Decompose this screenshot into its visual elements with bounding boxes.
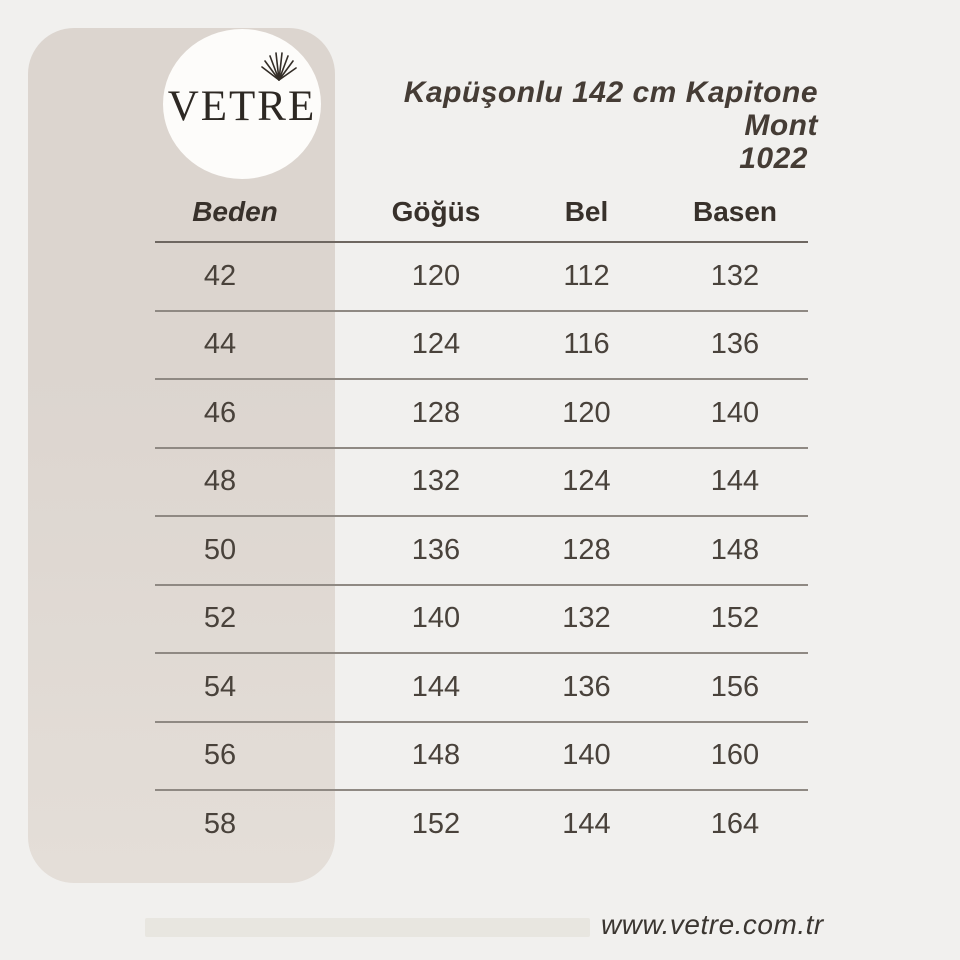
table-cell: 120	[562, 396, 611, 429]
table-cell: 54	[203, 670, 237, 703]
size-chart-table	[155, 182, 808, 859]
table-cell: 156	[710, 670, 760, 703]
table-cell: 116	[563, 328, 610, 361]
footer-divider-bar	[145, 918, 590, 937]
table-row	[155, 379, 808, 448]
table-cell: 140	[411, 602, 461, 635]
table-cell: 58	[203, 808, 237, 841]
product-code: 1022	[739, 142, 808, 175]
table-cell: 120	[411, 259, 461, 292]
table-cell: 132	[562, 602, 611, 635]
table-cell: 128	[562, 533, 611, 566]
table-cell: 152	[411, 808, 461, 841]
table-cell: 48	[203, 465, 237, 498]
table-row	[155, 585, 808, 654]
table-row	[155, 653, 808, 722]
table-cell: 144	[710, 465, 760, 498]
table-cell: 56	[203, 739, 237, 772]
table-cell: 52	[203, 602, 237, 635]
table-cell: 124	[562, 465, 611, 498]
table-cell: 152	[710, 602, 760, 635]
table-cell: 148	[411, 739, 461, 772]
table-cell: 42	[203, 259, 237, 292]
table-cell: 136	[411, 533, 461, 566]
table-row	[155, 242, 808, 311]
table-cell: 164	[710, 808, 760, 841]
table-body	[155, 242, 808, 859]
table-cell: 144	[562, 808, 611, 841]
product-title-block	[340, 76, 818, 175]
table-cell: 124	[411, 328, 461, 361]
table-row	[155, 516, 808, 585]
leaf-fan-icon	[259, 51, 297, 81]
table-row	[155, 448, 808, 517]
website-url: www.vetre.com.tr	[601, 909, 824, 940]
column-header-beden: Beden	[192, 195, 278, 227]
table-cell: 140	[562, 739, 611, 772]
table-cell: 50	[203, 533, 237, 566]
brand-logo-text: VETRE	[167, 83, 317, 130]
table-cell: 132	[710, 259, 760, 292]
product-title: Kapüşonlu 142 cm Kapitone Mont	[403, 76, 818, 142]
table-cell: 140	[710, 396, 760, 429]
table-cell: 46	[203, 396, 237, 429]
table-row	[155, 790, 808, 859]
table-cell: 44	[203, 328, 237, 361]
table-cell: 160	[710, 739, 760, 772]
column-header-basen: Basen	[692, 195, 778, 227]
table-cell: 136	[710, 328, 760, 361]
table-cell: 132	[411, 465, 461, 498]
table-cell: 148	[710, 533, 760, 566]
table-cell: 128	[411, 396, 461, 429]
logo-circle	[163, 29, 321, 179]
table-cell: 136	[562, 670, 611, 703]
table-header-row	[155, 182, 808, 242]
table-row	[155, 722, 808, 791]
table-row	[155, 311, 808, 380]
column-header-gogus: Göğüs	[391, 195, 481, 227]
table-header	[155, 182, 808, 242]
table-cell: 112	[563, 259, 610, 292]
column-header-bel: Bel	[564, 195, 609, 227]
table-cell: 144	[411, 670, 461, 703]
